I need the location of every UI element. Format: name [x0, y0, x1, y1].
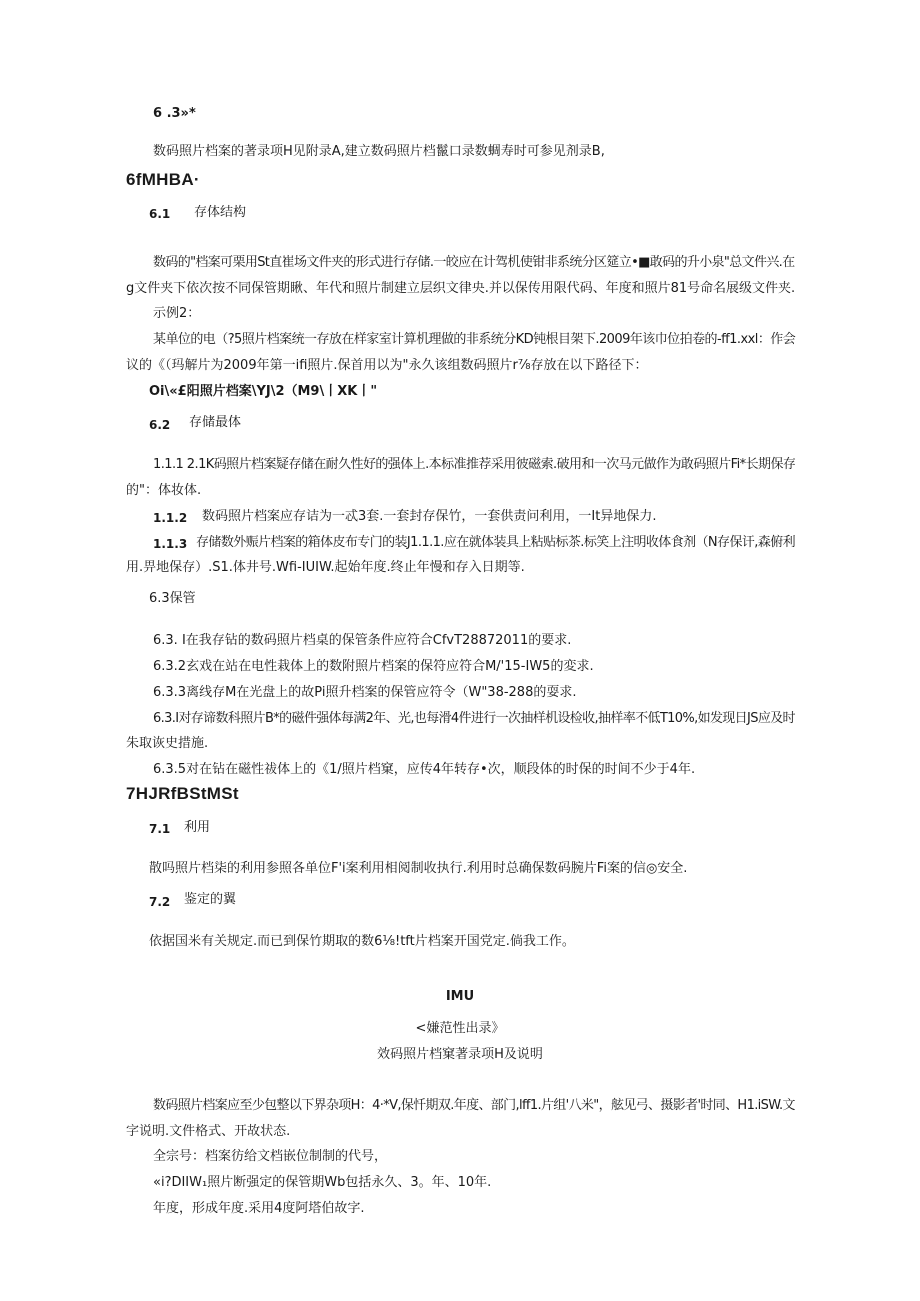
paragraph: 6.3.I对存谛数科照片B*的磁件强体每满2年、光,也每滑4件进行一次抽样机设检收,抽样率不低T10%,如发现日JS应及时	[153, 711, 795, 726]
paragraph: 全宗号：档案彷给文档嵌位制制的代号，	[153, 1149, 388, 1164]
section-title-6-2: 存储最体	[189, 415, 242, 430]
clause-number: 1.1.2	[153, 511, 188, 525]
chapter-heading-6: 6fMHBA·	[126, 170, 200, 189]
paragraph-continuation: g文件夹下依次按不同保管期瞅、年代和照片制建立层织文律央.并以保传用限代码、年度和照片81号命名展级文件夹.	[126, 281, 796, 296]
annex-type: <嫌范性出录》	[415, 1021, 505, 1036]
paragraph-continuation: 的"：体妆体.	[126, 483, 202, 498]
annex-title: 效码照片档窠著录项H及说明	[377, 1047, 543, 1062]
paragraph-continuation: 字说明.文件格式、开故状态.	[126, 1124, 291, 1139]
paragraph: 数码照片档案应至少包整以下界杂项H：4·*V,保忏期双.年度、部门,lff1.片组'八米"，舷见弓、摄影者'时同、H1.iSW.文	[153, 1098, 795, 1113]
clause-number: 1.1.3	[153, 537, 188, 551]
paragraph: 存储数外赈片档案的箱体皮布专门的装J1.1.1.应在就体装具上粘贴标茶.标笑上注明收体食剂（N存保讦,森俯利	[196, 535, 796, 550]
paragraph: 1.1.1 2.1K码照片档案疑存储在耐久性好的强体上.本标准推荐采用彼磁索.破用和一次马元做作为敢码照片Fi*长期保存	[153, 457, 796, 472]
file-path: Oi\«£阳照片档案\YJ\2（M9\丨XK丨"	[149, 384, 378, 399]
paragraph: 6.3. I在我存钻的数码照片档桌的保管条件应符合CfvT28872011的要求.	[153, 633, 572, 648]
paragraph: 年度，形成年度.采用4度阿塔伯故字.	[153, 1201, 365, 1216]
section-title-7-2: 鉴定的翼	[184, 892, 237, 907]
section-title-6-3: 6.3保管	[149, 591, 196, 606]
section-number-6-1: 6.1	[149, 207, 171, 221]
paragraph: 依据国米有关规定.而已到保竹期取的数6⅛!tft片档案开国党定.倘我工作。	[149, 934, 575, 949]
paragraph: «i?DIIW₁照片断强定的保管期Wb包括永久、3。年、10年.	[153, 1175, 492, 1190]
paragraph: 散吗照片档柒的利用参照各单位F'i案利用相阅制收执行.利用时总确保数码腕片Fi案的信◎安全.	[149, 861, 688, 876]
section-marker: 6 .3»*	[153, 106, 196, 121]
section-number-7-2: 7.2	[149, 895, 171, 909]
section-title-7-1: 利用	[184, 820, 211, 835]
section-number-7-1: 7.1	[149, 822, 171, 836]
paragraph: 6.3.3离线存M在光盘上的故Pi照升档案的保管应符令（W"38-288的耍求.	[153, 685, 577, 700]
paragraph: 数码的"档案可栗用St直崔场文件夹的形式进行存储.一皎应在计驾机使钳非系统分区筵立•■敢码的升小泉"总文件兴.在	[153, 255, 795, 270]
section-title-6-1: 存体结构	[194, 205, 247, 220]
paragraph: 数码照片档案应存诘为一忒3套.一套封存保竹，一套供责问利用，一It异地保力.	[202, 509, 657, 524]
paragraph: 6.3.2玄戏在站在电性栽体上的数附照片档案的保符应符合M/'15-IW5的変求.	[153, 659, 594, 674]
chapter-heading-7: 7HJRfBStMSt	[126, 784, 239, 803]
paragraph: 数码照片档案的著录项H见附录A,建立数码照片档鬣口录数蜩寿时可参见剂录B,	[153, 144, 605, 159]
section-number-6-2: 6.2	[149, 418, 171, 432]
paragraph-continuation: 朱取诙史措施.	[126, 736, 209, 751]
paragraph: 6.3.5对在钻在磁性祓体上的《1/照片档窠，应传4年转存•次，顺段体的时保的时间不少于4年.	[153, 762, 696, 777]
paragraph-continuation: 用.畀地保存）.S1.体井号.Wfi-IUIW.起始年度.终止年慢和存入日期等.	[126, 560, 525, 575]
paragraph-continuation: 议的《（玛解片为2009年第一ifi照片.保首用以为"永久该组数码照片r⅞存放在以下路径下：	[126, 358, 648, 373]
example-label: 示例2：	[153, 306, 201, 321]
annex-id: IMU	[445, 989, 475, 1004]
paragraph: 某单位的电（?5照片档案统一存放在样家室计算机理做的非系统分KD钝根目架下.2009年该巾位拍卷的-ff1.xxl：作会	[153, 332, 796, 347]
